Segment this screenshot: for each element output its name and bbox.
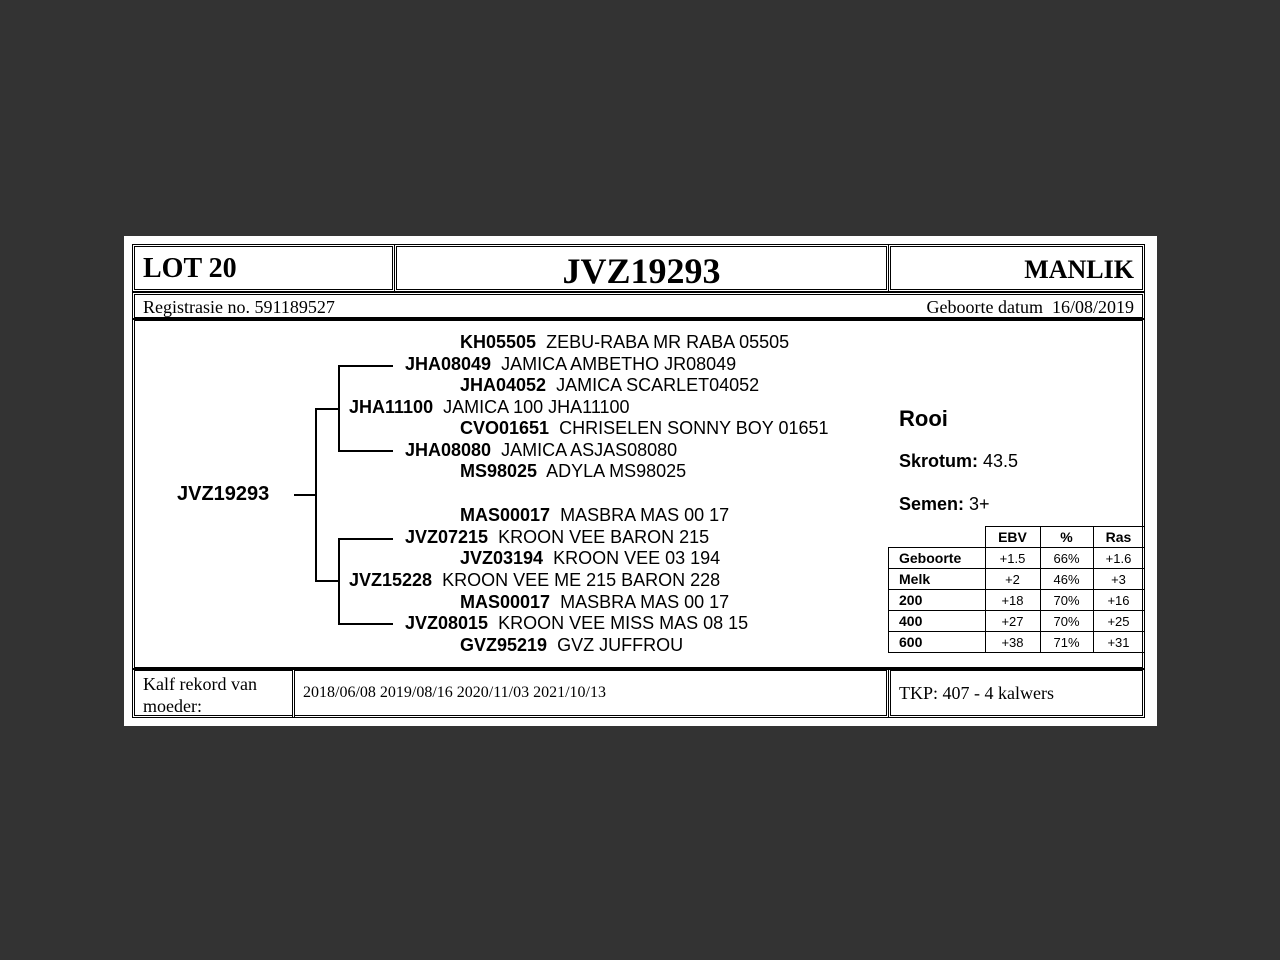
pedigree-dam-sire: JVZ07215 KROON VEE BARON 215 (405, 527, 710, 547)
pedigree-dam-dam-sire: MAS00017 MASBRA MAS 00 17 (460, 592, 730, 612)
registration-number: 591189527 (254, 297, 335, 317)
registration-info (143, 297, 335, 318)
pedigree-dam-sire-sire: MAS00017 MASBRA MAS 00 17 (460, 505, 730, 525)
dam-vertical (338, 538, 340, 625)
ebv-row: 200 +18 70% +16 (889, 590, 1145, 611)
pedigree-dam: JVZ15228 KROON VEE ME 215 BARON 228 (349, 570, 721, 590)
pedigree-dam-sire-dam: JVZ03194 KROON VEE 03 194 (460, 548, 721, 568)
pedigree-sire-sire: JHA08049 JAMICA AMBETHO JR08049 (405, 354, 737, 374)
sex-label: MANLIK (1024, 255, 1134, 284)
calf-dates-box (292, 668, 889, 718)
animal-id-box (394, 244, 889, 292)
birth-date-label: Geboorte datum (926, 297, 1043, 317)
tkp-box (888, 668, 1145, 718)
sex-box (888, 244, 1145, 292)
registration-label: Registrasie no. (143, 297, 250, 317)
sire-connector (315, 408, 339, 410)
pedigree-sire-dam: JHA08080 JAMICA ASJAS08080 (405, 440, 678, 460)
lot-box (132, 244, 395, 292)
calf-label-box (132, 668, 295, 718)
animal-id-title: JVZ19293 (562, 251, 721, 291)
lot-card (124, 236, 1157, 726)
pedigree-sire-sire-sire: KH05505 ZEBU-RABA MR RABA 05505 (460, 332, 790, 352)
calf-record-label: Kalf rekord van moeder: (143, 674, 257, 716)
pedigree-sire: JHA11100 JAMICA 100 JHA11100 (349, 397, 630, 417)
ebv-table (888, 526, 1145, 653)
registration-row (132, 292, 1145, 320)
pedigree-subject: JVZ19293 (177, 483, 270, 505)
sire-vertical (338, 365, 340, 451)
ebv-header-ras: Ras (1093, 527, 1144, 548)
ebv-row: 400 +27 70% +25 (889, 611, 1145, 632)
pedigree-sire-dam-dam: MS98025 ADYLA MS98025 (460, 461, 687, 481)
ebv-header-ebv: EBV (985, 527, 1040, 548)
birth-date-value: 16/08/2019 (1051, 297, 1134, 317)
pedigree-sire-dam-sire: CVO01651 CHRISELEN SONNY BOY 01651 (460, 418, 829, 438)
lot-number: LOT 20 (143, 253, 237, 284)
ebv-row: Melk +2 46% +3 (889, 569, 1145, 590)
main-vertical (315, 408, 317, 582)
pedigree-dam-dam: JVZ08015 KROON VEE MISS MAS 08 15 (405, 613, 749, 633)
ebv-row: 600 +38 71% +31 (889, 632, 1145, 653)
pedigree-sire-sire-dam: JHA04052 JAMICA SCARLET04052 (460, 375, 760, 395)
dam-dam-connector (338, 623, 393, 625)
tkp-info: TKP: 407 - 4 kalwers (899, 683, 1054, 703)
calf-record-dates: 2018/06/08 2019/08/16 2020/11/03 2021/10/13 (303, 684, 606, 701)
dam-connector (315, 580, 339, 582)
birth-date-info (927, 297, 1134, 318)
dam-sire-connector (338, 538, 393, 540)
ebv-row: Geboorte +1.5 66% +1.6 (889, 548, 1145, 569)
subject-connector (294, 494, 316, 496)
sire-sire-connector (338, 365, 393, 367)
semen-info: Semen: 3+ (899, 494, 990, 514)
ebv-header-pct: % (1040, 527, 1093, 548)
scrotum-info: Skrotum: 43.5 (899, 451, 1019, 471)
color-label: Rooi (899, 406, 948, 431)
pedigree-dam-dam-dam: GVZ95219 GVZ JUFFROU (460, 635, 684, 655)
sire-dam-connector (338, 450, 393, 452)
